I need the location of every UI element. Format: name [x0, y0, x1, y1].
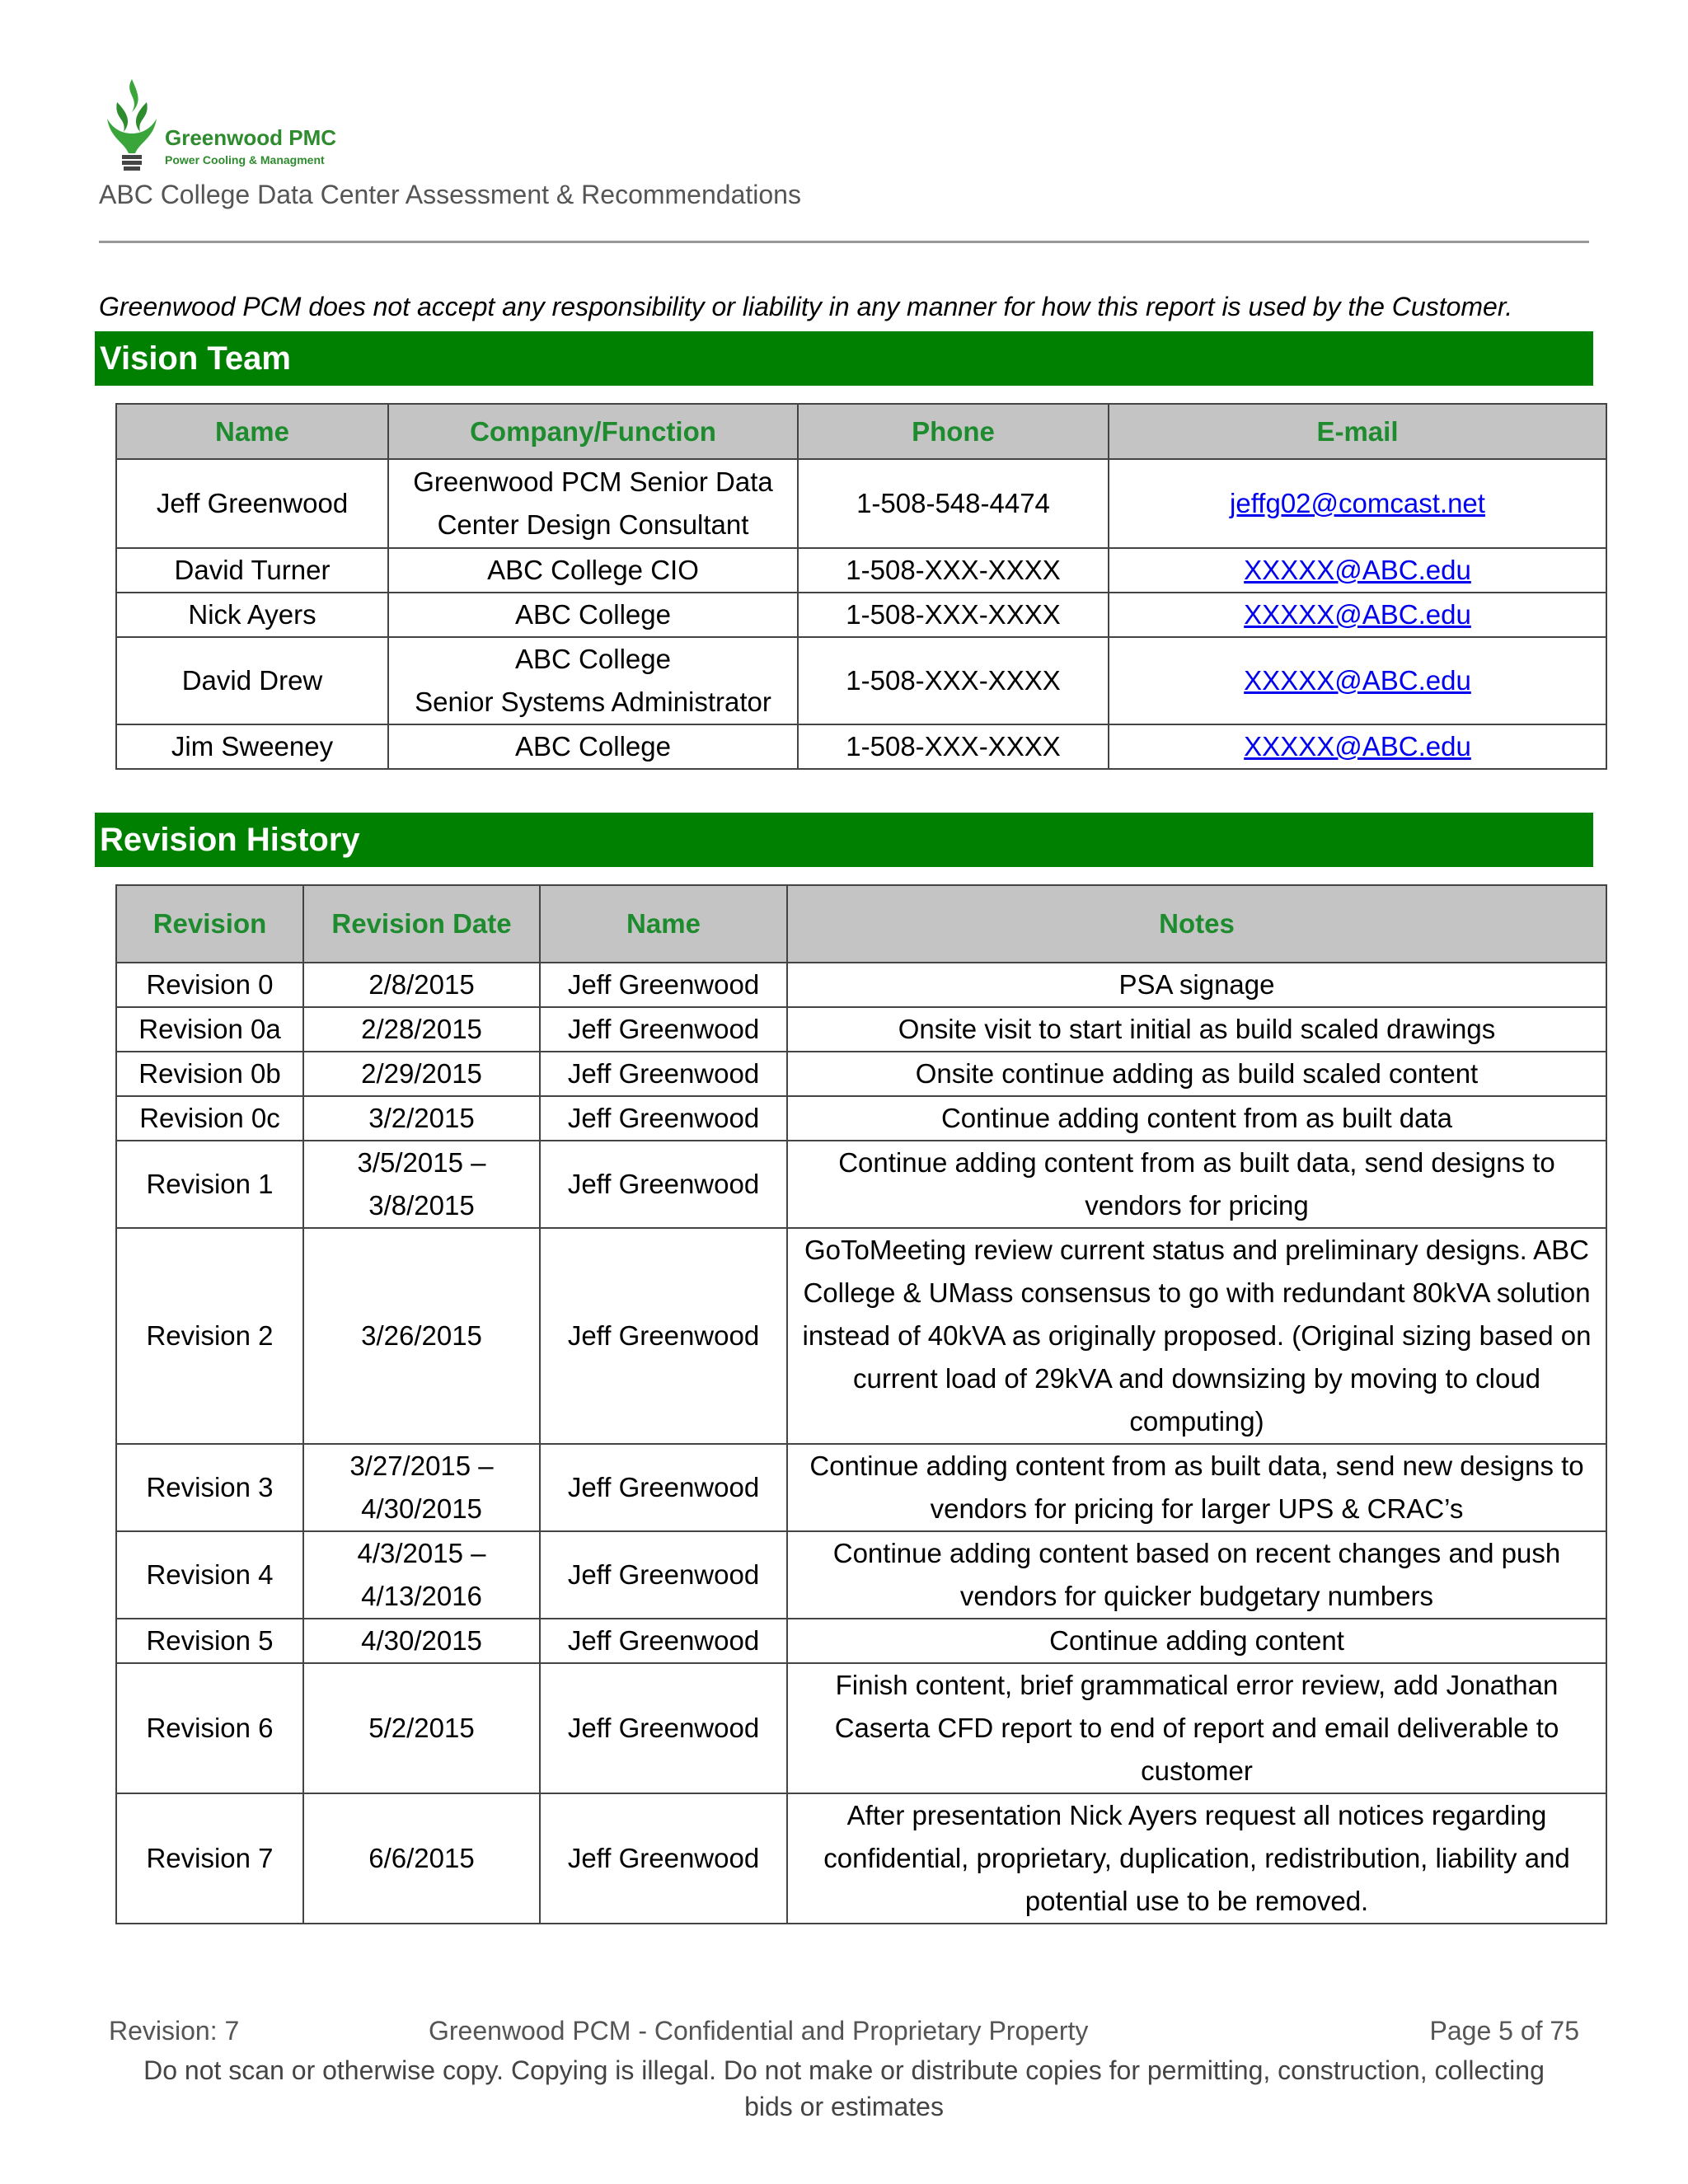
table-row: [116, 548, 1606, 593]
member-company: [388, 593, 798, 637]
column-header-company: Company/Function: [388, 404, 798, 459]
date-line: 4/3/2015 –: [357, 1538, 486, 1568]
date-line: 3/26/2015: [361, 1320, 482, 1351]
revision-date-cell: [303, 1444, 540, 1531]
member-email: [1109, 548, 1606, 593]
notes-cell: Onsite visit to start initial as build scaled drawings: [787, 1007, 1606, 1052]
company-line: ABC College: [515, 599, 671, 630]
email-link[interactable]: XXXXX@ABC.edu: [1244, 665, 1471, 696]
footer-page-number: Page 5 of 75: [1429, 2016, 1579, 2046]
table-row: [116, 724, 1606, 769]
table-row: [116, 1663, 1606, 1793]
member-company: [388, 548, 798, 593]
footer-confidential: Greenwood PCM - Confidential and Proprietary Property: [429, 2016, 1089, 2046]
date-line: 3/5/2015 –: [357, 1147, 486, 1178]
date-line: 6/6/2015: [368, 1843, 475, 1873]
logo-tagline: Power Cooling & Managment: [165, 153, 325, 166]
company-line: Center Design Consultant: [437, 509, 749, 540]
company-line: Greenwood PCM Senior Data: [413, 466, 773, 497]
logo-name: Greenwood PMC: [165, 125, 337, 150]
name-cell: Jeff Greenwood: [540, 1096, 787, 1141]
member-company: [388, 459, 798, 548]
table-row: [116, 1531, 1606, 1619]
date-line: 3/27/2015 –: [349, 1451, 494, 1481]
table-row: [116, 963, 1606, 1007]
date-line: 5/2/2015: [368, 1713, 475, 1743]
table-row: [116, 1096, 1606, 1141]
revision-history-heading: Revision History: [95, 813, 1593, 867]
notes-cell: Continue adding content from as built data, send designs to vendors for pricing: [787, 1141, 1606, 1228]
notes-cell: After presentation Nick Ayers request all notices regarding confidential, proprietary, duplication, redistribution, liability and potential use to be removed.: [787, 1793, 1606, 1924]
table-row: [116, 593, 1606, 637]
flame-bulb-icon: [99, 77, 165, 176]
notes-cell: Continue adding content based on recent changes and push vendors for quicker budgetary numbers: [787, 1531, 1606, 1619]
footer-copy-notice: Do not scan or otherwise copy. Copying is illegal. Do not make or distribute copies for permitting, construction, collecting bids or estimates: [143, 2055, 1545, 2121]
revision-cell: Revision 2: [116, 1228, 303, 1444]
email-link[interactable]: jeffg02@comcast.net: [1230, 488, 1485, 518]
table-header-row: [116, 404, 1606, 459]
member-name: David Turner: [116, 548, 388, 593]
date-line: 4/13/2016: [361, 1581, 482, 1611]
table-row: [116, 1228, 1606, 1444]
date-line: 3/2/2015: [368, 1103, 475, 1133]
name-cell: Jeff Greenwood: [540, 1228, 787, 1444]
column-header-notes: Notes: [787, 885, 1606, 963]
name-cell: Jeff Greenwood: [540, 1444, 787, 1531]
notes-cell: Continue adding content from as built data, send new designs to vendors for pricing for larger UPS & CRAC’s: [787, 1444, 1606, 1531]
company-line: Senior Systems Administrator: [415, 687, 771, 717]
revision-cell: Revision 4: [116, 1531, 303, 1619]
revision-cell: Revision 0: [116, 963, 303, 1007]
member-phone: 1-508-XXX-XXXX: [798, 637, 1109, 724]
table-row: [116, 1793, 1606, 1924]
email-link[interactable]: XXXXX@ABC.edu: [1244, 555, 1471, 585]
name-cell: Jeff Greenwood: [540, 1531, 787, 1619]
member-email: [1109, 637, 1606, 724]
name-cell: Jeff Greenwood: [540, 1619, 787, 1663]
table-row: [116, 1141, 1606, 1228]
name-cell: Jeff Greenwood: [540, 1007, 787, 1052]
member-phone: 1-508-XXX-XXXX: [798, 548, 1109, 593]
revision-date-cell: [303, 1531, 540, 1619]
table-row: [116, 1007, 1606, 1052]
member-email: [1109, 724, 1606, 769]
member-email: [1109, 459, 1606, 548]
table-row: [116, 1052, 1606, 1096]
revision-date-cell: [303, 1793, 540, 1924]
vision-team-table: [115, 403, 1607, 770]
column-header-revision-date: Revision Date: [303, 885, 540, 963]
revision-date-cell: [303, 1663, 540, 1793]
company-logo: [99, 77, 379, 176]
date-line: 2/8/2015: [368, 969, 475, 1000]
revision-date-cell: [303, 1619, 540, 1663]
name-cell: Jeff Greenwood: [540, 963, 787, 1007]
table-row: [116, 459, 1606, 548]
member-name: Jim Sweeney: [116, 724, 388, 769]
name-cell: Jeff Greenwood: [540, 1663, 787, 1793]
revision-cell: Revision 6: [116, 1663, 303, 1793]
date-line: 2/29/2015: [361, 1058, 482, 1089]
member-name: Jeff Greenwood: [116, 459, 388, 548]
table-row: [116, 1619, 1606, 1663]
date-line: 2/28/2015: [361, 1014, 482, 1044]
member-name: David Drew: [116, 637, 388, 724]
column-header-phone: Phone: [798, 404, 1109, 459]
member-name: Nick Ayers: [116, 593, 388, 637]
notes-cell: Continue adding content from as built data: [787, 1096, 1606, 1141]
document-title: ABC College Data Center Assessment & Recommendations: [99, 180, 801, 209]
revision-date-cell: [303, 1096, 540, 1141]
revision-date-cell: [303, 1007, 540, 1052]
header-divider: [99, 241, 1589, 243]
notes-cell: Finish content, brief grammatical error review, add Jonathan Caserta CFD report to end of report and email deliverable to customer: [787, 1663, 1606, 1793]
member-company: [388, 724, 798, 769]
revision-date-cell: [303, 963, 540, 1007]
revision-cell: Revision 3: [116, 1444, 303, 1531]
member-company: [388, 637, 798, 724]
notes-cell: GoToMeeting review current status and preliminary designs. ABC College & UMass consensus to go with redundant 80kVA solution instead of 40kVA as originally proposed. (Original sizing based on current load of 29kVA and downsizing by moving to cloud computing): [787, 1228, 1606, 1444]
disclaimer-text: Greenwood PCM does not accept any responsibility or liability in any manner for how this report is used by the Customer.: [99, 292, 1513, 321]
email-link[interactable]: XXXXX@ABC.edu: [1244, 731, 1471, 762]
company-line: ABC College: [515, 644, 671, 674]
table-row: [116, 637, 1606, 724]
revision-cell: Revision 1: [116, 1141, 303, 1228]
company-line: ABC College CIO: [487, 555, 699, 585]
date-line: 3/8/2015: [368, 1190, 475, 1221]
company-line: ABC College: [515, 731, 671, 762]
member-phone: 1-508-XXX-XXXX: [798, 724, 1109, 769]
table-row: [116, 1444, 1606, 1531]
revision-date-cell: [303, 1141, 540, 1228]
email-link[interactable]: XXXXX@ABC.edu: [1244, 599, 1471, 630]
revision-cell: Revision 0c: [116, 1096, 303, 1141]
date-line: 4/30/2015: [361, 1493, 482, 1524]
notes-cell: Onsite continue adding as build scaled content: [787, 1052, 1606, 1096]
revision-cell: Revision 7: [116, 1793, 303, 1924]
revision-date-cell: [303, 1228, 540, 1444]
name-cell: Jeff Greenwood: [540, 1052, 787, 1096]
notes-cell: PSA signage: [787, 963, 1606, 1007]
member-phone: 1-508-548-4474: [798, 459, 1109, 548]
notes-cell: Continue adding content: [787, 1619, 1606, 1663]
revision-history-table: [115, 884, 1607, 1924]
revision-cell: Revision 5: [116, 1619, 303, 1663]
footer-revision: Revision: 7: [109, 2016, 240, 2046]
revision-date-cell: [303, 1052, 540, 1096]
name-cell: Jeff Greenwood: [540, 1141, 787, 1228]
member-phone: 1-508-XXX-XXXX: [798, 593, 1109, 637]
revision-cell: Revision 0b: [116, 1052, 303, 1096]
date-line: 4/30/2015: [361, 1625, 482, 1656]
revision-cell: Revision 0a: [116, 1007, 303, 1052]
table-header-row: [116, 885, 1606, 963]
column-header-name: Name: [116, 404, 388, 459]
name-cell: Jeff Greenwood: [540, 1793, 787, 1924]
column-header-name: Name: [540, 885, 787, 963]
vision-team-heading: Vision Team: [95, 331, 1593, 386]
column-header-revision: Revision: [116, 885, 303, 963]
member-email: [1109, 593, 1606, 637]
column-header-email: E-mail: [1109, 404, 1606, 459]
